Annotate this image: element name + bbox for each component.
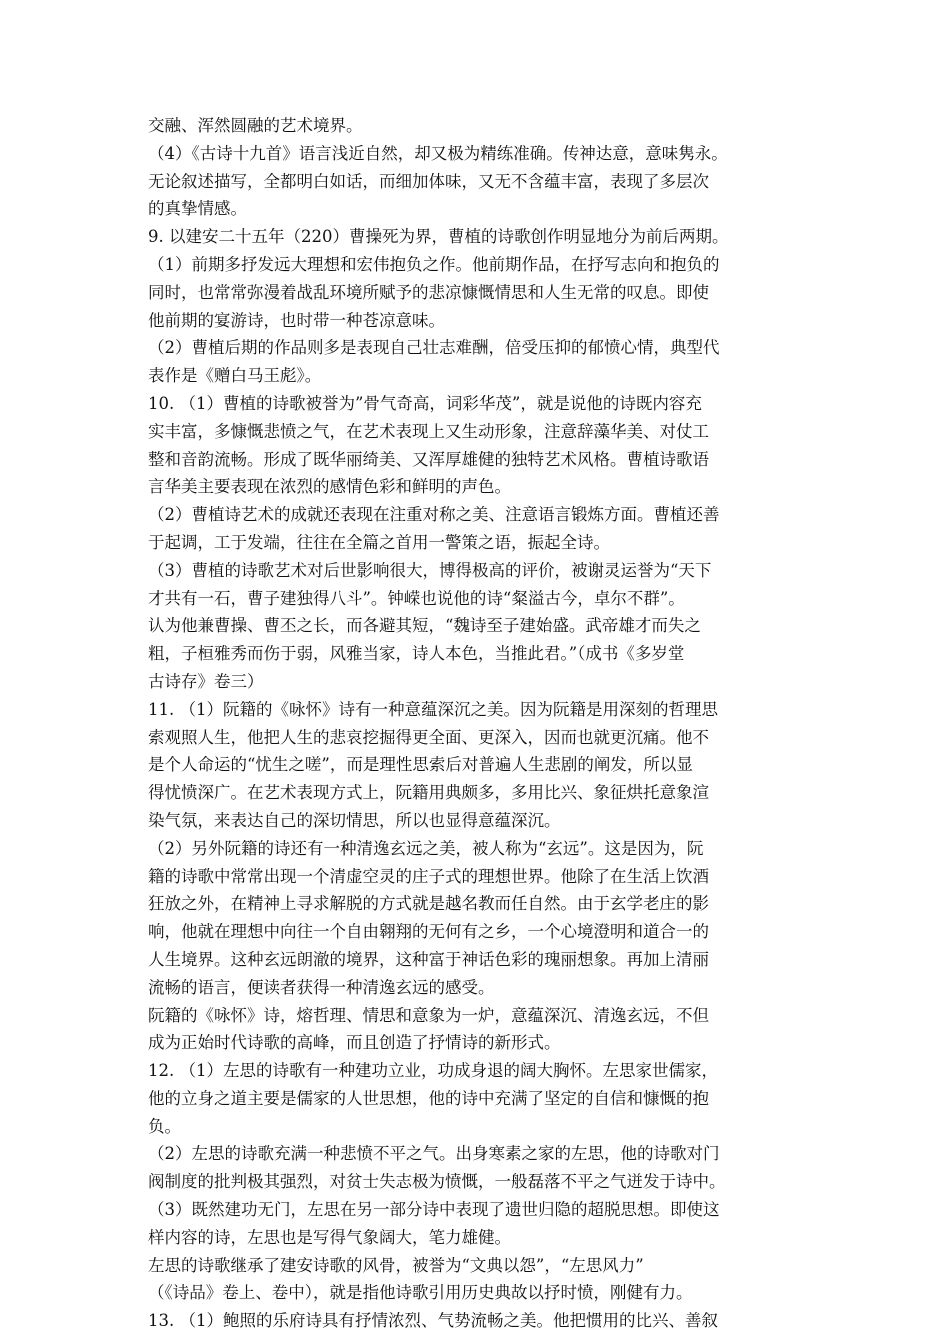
text-line: 言华美主要表现在浓烈的感情色彩和鲜明的声色。: [148, 477, 511, 497]
text-line: （2）另外阮籍的诗还有一种清逸玄远之美，被人称为“玄远”。这是因为，阮: [148, 838, 704, 858]
text-line: 他前期的宴游诗，也时带一种苍凉意味。: [148, 310, 445, 330]
text-line: 得忧愤深广。在艺术表现方式上，阮籍用典颇多，多用比兴、象征烘托意象渲: [148, 783, 709, 803]
text-line: 11. （1）阮籍的《咏怀》诗有一种意蕴深沉之美。因为阮籍是用深刻的哲理思: [148, 699, 718, 719]
text-line: （3）既然建功无门，左思在另一部分诗中表现了遗世归隐的超脱思想。即使这: [148, 1200, 720, 1220]
text-line: 响，他就在理想中向往一个自由翱翔的无何有之乡，一个心境澄明和道合一的: [148, 922, 709, 942]
text-line: （3）曹植的诗歌艺术对后世影响很大，博得极高的评价，被谢灵运誉为“天下: [148, 560, 712, 580]
text-line: 的真挚情感。: [148, 199, 247, 219]
text-line: （1）前期多抒发远大理想和宏伟抱负之作。他前期作品，在抒写志向和抱负的: [148, 254, 720, 274]
text-line: 才共有一石，曹子建独得八斗”。钟嵘也说他的诗“粲溢古今，卓尔不群”。: [148, 588, 685, 608]
text-line: 交融、浑然圆融的艺术境界。: [148, 116, 363, 135]
text-line: 人生境界。这种玄远朗澈的境界，这种富于神话色彩的瑰丽想象。再加上清丽: [148, 949, 709, 969]
text-line: 9. 以建安二十五年（220）曹操死为界，曹植的诗歌创作明显地分为前后两期。: [148, 227, 729, 247]
text-line: （4）《古诗十九首》语言浅近自然，却又极为精练准确。传神达意，意味隽永。: [148, 143, 728, 163]
text-line: 样内容的诗，左思也是写得气象阔大，笔力雄健。: [148, 1227, 511, 1247]
text-line: 是个人命运的“忧生之嗟”，而是理性思索后对普遍人生悲剧的阐发，所以显: [148, 755, 693, 775]
text-line: 整和音韵流畅。形成了既华丽绮美、又浑厚雄健的独特艺术风格。曹植诗歌语: [148, 449, 709, 469]
document-body: [148, 112, 820, 1335]
text-line: 于起调，工于发端，往往在全篇之首用一警策之语，振起全诗。: [148, 532, 610, 552]
text-line: 阀制度的批判极其强烈，对贫士失志极为愤慨，一般磊落不平之气迸发于诗中。: [148, 1172, 726, 1192]
text-line: 流畅的语言，便读者获得一种清逸玄远的感受。: [148, 977, 495, 997]
text-line: 13. （1）鲍照的乐府诗具有抒情浓烈、气势流畅之美。他把惯用的比兴、善叙: [148, 1311, 718, 1331]
text-line: 12. （1）左思的诗歌有一种建功立业，功成身退的阔大胸怀。左思家世儒家，: [148, 1061, 718, 1081]
text-line: 他的立身之道主要是儒家的人世思想，他的诗中充满了坚定的自信和慷慨的抱: [148, 1088, 709, 1108]
text-line: 狂放之外，在精神上寻求解脱的方式就是越名教而任自然。由于玄学老庄的影: [148, 894, 709, 914]
text-line: 籍的诗歌中常常出现一个清虚空灵的庄子式的理想世界。他除了在生活上饮酒: [148, 866, 709, 886]
text-line: 成为正始时代诗歌的高峰，而且创造了抒情诗的新形式。: [148, 1033, 561, 1053]
text-line: 同时，也常常弥漫着战乱环境所赋予的悲凉慷慨情思和人生无常的叹息。即使: [148, 282, 709, 302]
text-line: （2）曹植诗艺术的成就还表现在注重对称之美、注意语言锻炼方面。曹植还善: [148, 505, 720, 525]
text-line: 负。: [148, 1116, 181, 1136]
text-line: （2）左思的诗歌充满一种悲愤不平之气。出身寒素之家的左思，他的诗歌对门: [148, 1144, 720, 1164]
text-line: （《诗品》卷上、卷中），就是指他诗歌引用历史典故以抒时愤，刚健有力。: [148, 1283, 693, 1303]
text-line: 无论叙述描写，全都明白如话，而细加体味，又无不含蕴丰富，表现了多层次: [148, 171, 709, 191]
text-line: 阮籍的《咏怀》诗，熔哲理、情思和意象为一炉，意蕴深沉、清逸玄远，不但: [148, 1005, 709, 1025]
text-line: 古诗存》卷三）: [148, 671, 264, 691]
text-line: 10. （1）曹植的诗歌被誉为”骨气奇高，词彩华茂”，就是说他的诗既内容充: [148, 393, 702, 413]
text-line: 实丰富，多慷慨悲愤之气，在艺术表现上又生动形象，注意辞藻华美、对仗工: [148, 421, 709, 441]
text-line: 表作是《赠白马王彪》。: [148, 366, 322, 386]
text-line: 认为他兼曹操、曹丕之长，而各避其短，“魏诗至子建始盛。武帝雄才而失之: [148, 616, 701, 636]
text-line: （2）曹植后期的作品则多是表现自己壮志难酬，倍受压抑的郁愤心情，典型代: [148, 338, 720, 358]
text-line: 染气氛，来表达自己的深切情思，所以也显得意蕴深沉。: [148, 810, 561, 830]
text-line: 索观照人生，他把人生的悲哀挖掘得更全面、更深入，因而也就更沉痛。他不: [148, 727, 709, 747]
text-line: 粗，子桓雅秀而伤于弱，风雅当家，诗人本色，当推此君。”（成书《多岁堂: [148, 644, 685, 664]
text-line: 左思的诗歌继承了建安诗歌的风骨，被誉为“文典以怨”，“左思风力”: [148, 1255, 644, 1275]
